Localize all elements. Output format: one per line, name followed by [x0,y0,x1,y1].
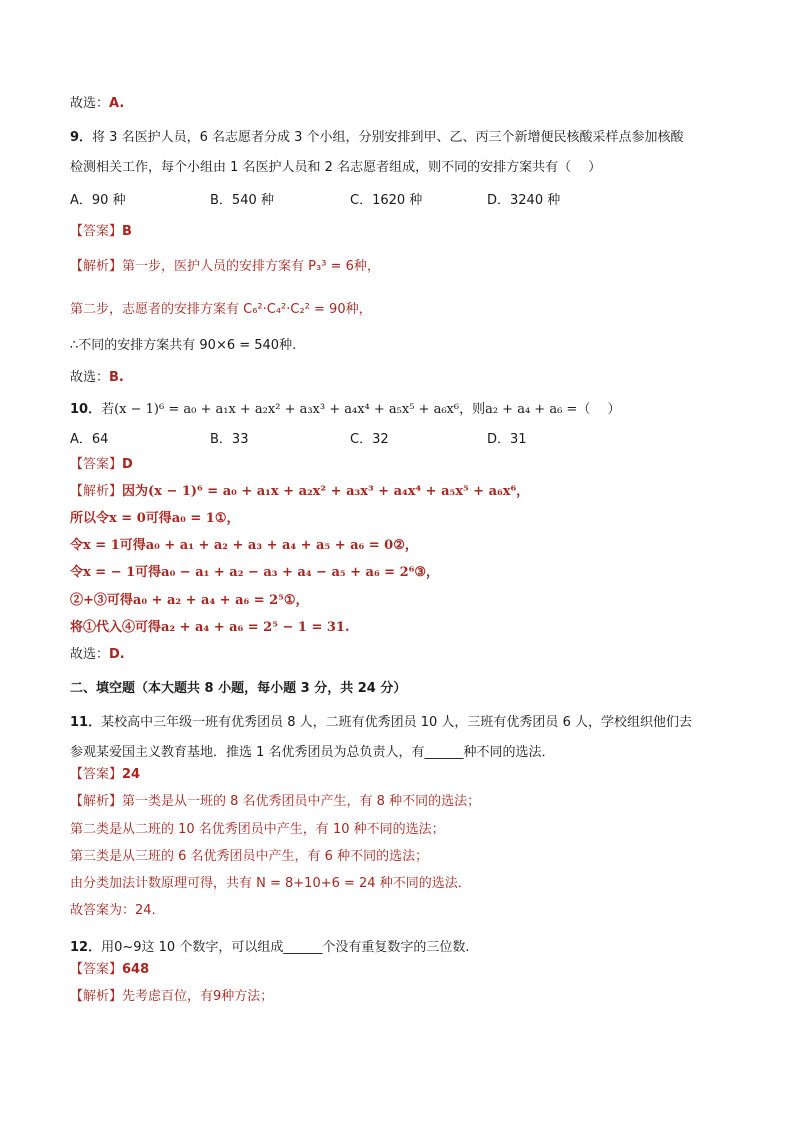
answer-tag: 【答案】 [70,457,123,472]
q11-stem-text1: 某校高中三年级一班有优秀团员 8 人，二班有优秀团员 10 人，三班有优秀团员 6 人，学校组织他们去 [101,715,692,730]
q10-analysis-4: 令x = − 1可得a₀ − a₁ + a₂ − a₃ + a₄ − a₅ + a₆ = 2⁶③， [70,565,439,580]
q9-answer [70,223,132,241]
answer-value: 24 [122,767,141,782]
q10-analysis-1 [70,483,529,501]
q10-analysis-5: ②+③可得a₀ + a₂ + a₄ + a₆ = 2⁵①， [70,593,309,608]
q10-option-c: C．32 [350,432,389,447]
analysis-tag: 【解析】 [70,484,123,499]
analysis-text: 因为(x − 1)⁶ = a₀ + a₁x + a₂x² + a₃x³ + a₄x⁴ + a₅x⁵ + a₆x⁶， [122,484,530,499]
q10-option-d: D．31 [487,432,527,447]
q11-analysis-4: 由分类加法计数原理可得，共有 N = 8+10+6 = 24 种不同的选法． [70,876,471,891]
q8-conclusion [70,95,124,113]
q9-conclusion [70,369,124,387]
analysis-text: 先考虑百位，有9种方法； [122,989,274,1004]
q11-stem-line1 [70,714,692,732]
q12-analysis-1 [70,988,273,1006]
q11-analysis-2: 第二类是从二班的 10 名优秀团员中产生，有 10 种不同的选法； [70,822,445,837]
q11-analysis-3: 第三类是从三班的 6 名优秀团员中产生，有 6 种不同的选法； [70,849,429,864]
q9-option-a: A．90 种 [70,193,126,208]
q10-stem-text: 若(x − 1)⁶ = a₀ + a₁x + a₂x² + a₃x³ + a₄x⁴ + a₅x⁵ + a₆x⁶，则a₂ + a₄ + a₆ =（ ） [101,402,621,417]
analysis-text: 第一步，医护人员的安排方案有 P₃³ = 6种， [122,259,380,274]
q12-answer [70,961,149,979]
q12-number: 12． [70,940,102,955]
conclusion-answer: A. [109,96,125,111]
conclusion-label: 故选： [70,96,110,111]
answer-value: 648 [122,962,150,977]
section-title: 二、填空题（本大题共 8 小题，每小题 3 分，共 24 分） [70,681,407,696]
q10-conclusion [70,646,125,664]
answer-tag: 【答案】 [70,224,123,239]
q10-analysis-3: 令x = 1可得a₀ + a₁ + a₂ + a₃ + a₄ + a₅ + a₆ = 0②， [70,538,418,553]
q11-analysis-1 [70,793,480,811]
q11-number: 11． [70,715,102,730]
analysis-tag: 【解析】 [70,989,123,1004]
conclusion-answer: B. [109,370,124,385]
answer-value: D [122,457,133,472]
q12-stem [70,939,469,957]
q10-number: 10． [70,402,102,417]
conclusion-label: 故选： [70,370,110,385]
answer-value: B [122,224,132,239]
q9-analysis-3: ∴不同的安排方案共有 90×6 = 540种. [70,338,297,353]
analysis-text: 第一类是从一班的 8 名优秀团员中产生，有 8 种不同的选法； [122,794,481,809]
q9-stem-line1 [70,129,684,147]
q11-answer [70,766,140,784]
q10-option-b: B．33 [210,432,249,447]
answer-tag: 【答案】 [70,767,123,782]
q9-stem-line2: 检测相关工作，每个小组由 1 名医护人员和 2 名志愿者组成，则不同的安排方案共有（ ） [70,160,602,175]
conclusion-answer: D. [109,647,125,662]
q9-stem-text1: 将 3 名医护人员，6 名志愿者分成 3 个小组，分别安排到甲、乙、丙三个新增便民核酸采样点参加核酸 [92,130,684,145]
analysis-tag: 【解析】 [70,259,123,274]
q10-analysis-6: 将①代入④可得a₂ + a₄ + a₆ = 2⁵ − 1 = 31. [70,620,350,635]
q9-analysis-1 [70,258,380,276]
q9-option-c: C．1620 种 [350,193,423,208]
q9-option-d: D．3240 种 [487,193,561,208]
q10-stem [70,401,620,419]
q9-number: 9． [70,130,93,145]
answer-tag: 【答案】 [70,962,123,977]
q12-stem-text: 用0~9这 10 个数字，可以组成______个没有重复数字的三位数. [101,940,470,955]
q11-stem-line2: 参观某爱国主义教育基地．推选 1 名优秀团员为总负责人，有______种不同的选法． [70,745,555,760]
q9-option-b: B．540 种 [210,193,274,208]
q10-option-a: A．64 [70,432,109,447]
q10-analysis-2: 所以令x = 0可得a₀ = 1①， [70,511,240,526]
q10-answer [70,456,133,474]
conclusion-label: 故选： [70,647,110,662]
analysis-tag: 【解析】 [70,794,123,809]
q11-conclusion: 故答案为：24. [70,903,156,918]
q9-analysis-2: 第二步，志愿者的安排方案有 C₆²·C₄²·C₂² = 90种， [70,302,372,317]
